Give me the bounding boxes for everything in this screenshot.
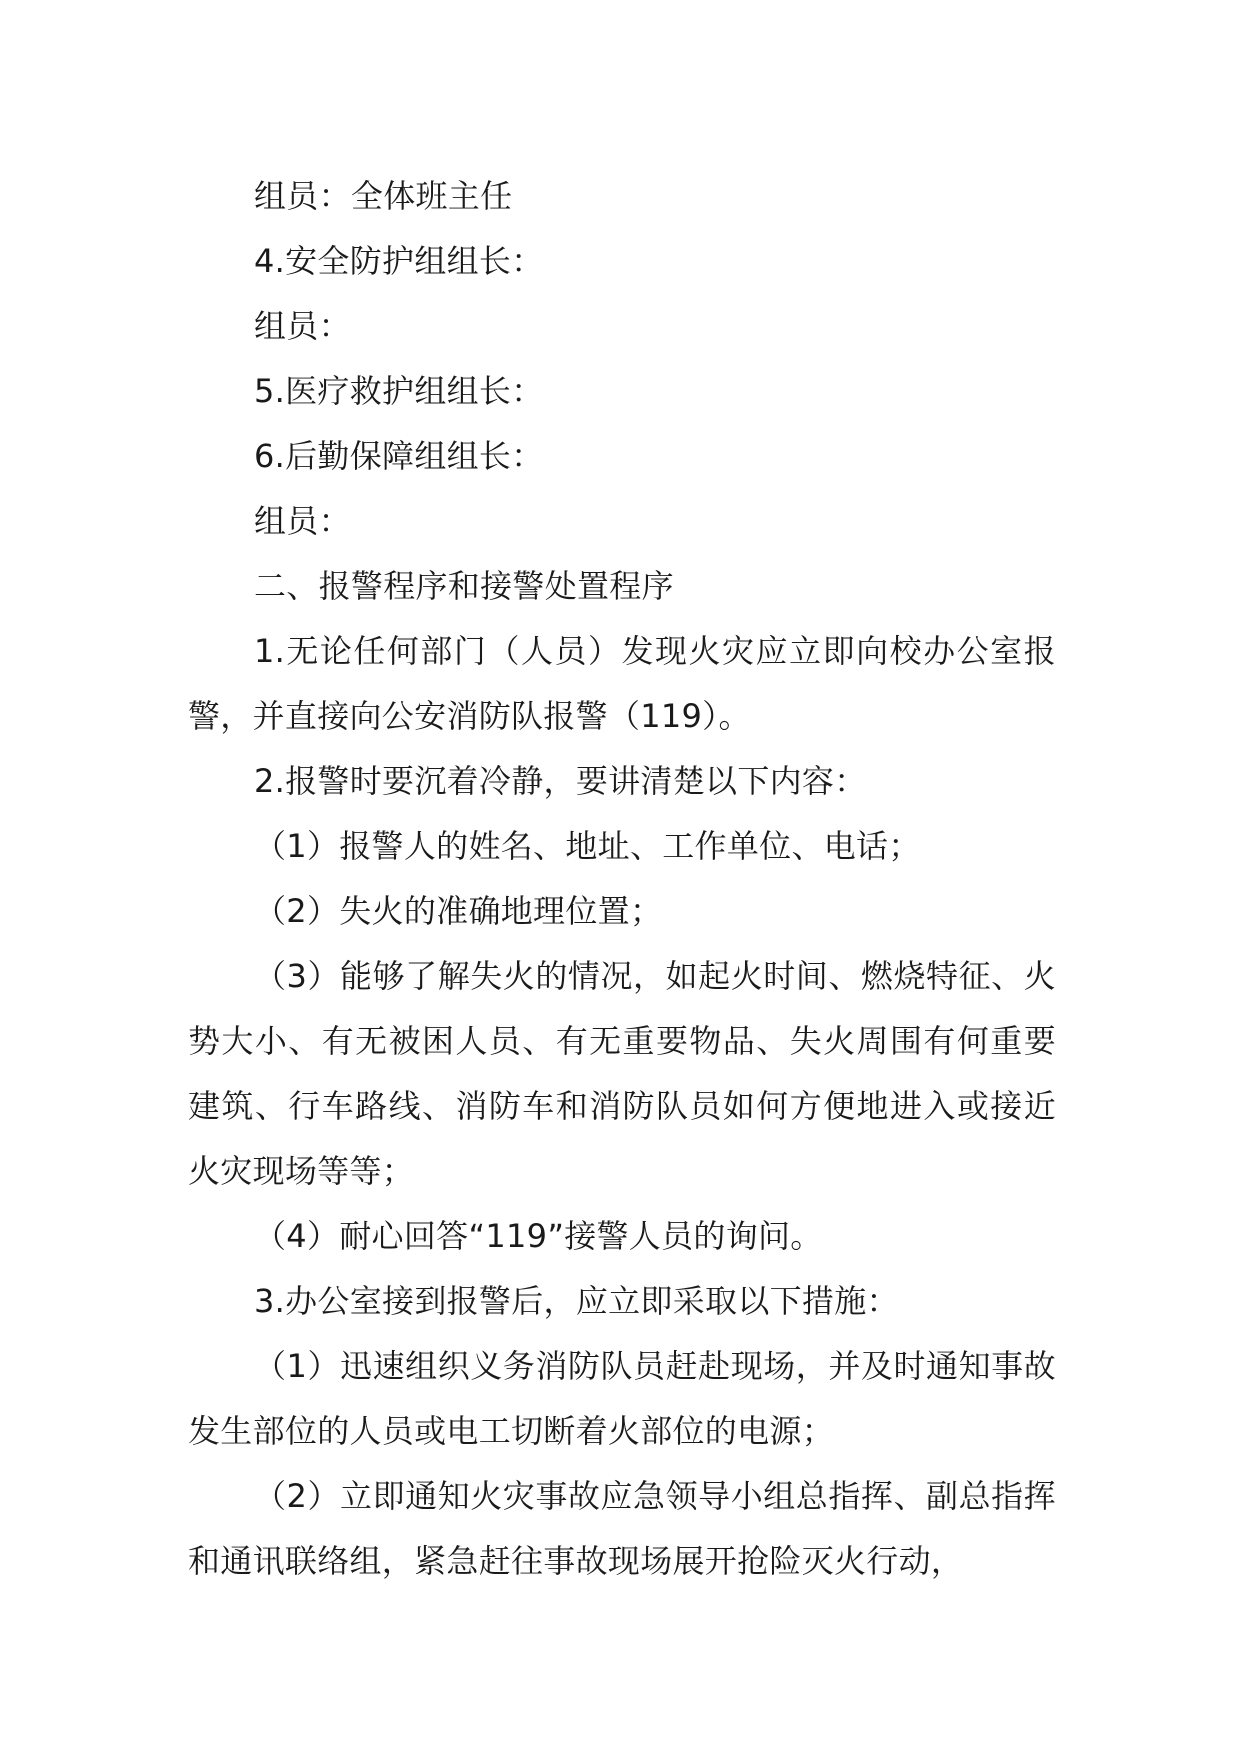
- paragraph-office-measure-1: （1）迅速组织义务消防队员赶赴现场，并及时通知事故发生部位的人员或电工切断着火部位的电源；: [188, 1347, 1056, 1450]
- section-heading-alarm-procedure: 二、报警程序和接警处置程序: [254, 567, 674, 605]
- paragraph-logistics-group-members: 组员：: [254, 502, 351, 540]
- paragraph-safety-group-leader: 4.安全防护组组长：: [254, 242, 544, 280]
- paragraph-alarm-item-4: （4）耐心回答“119”接警人员的询问。: [254, 1217, 823, 1255]
- paragraph-office-response-step-3: 3.办公室接到报警后，应立即采取以下措施：: [254, 1282, 899, 1320]
- paragraph-alarm-item-1: （1）报警人的姓名、地址、工作单位、电话；: [254, 827, 921, 865]
- paragraph-office-measure-2: （2）立即通知火灾事故应急领导小组总指挥、副总指挥和通讯联络组，紧急赶往事故现场展开抢险灭火行动，: [188, 1477, 1056, 1580]
- paragraph-alarm-step-1: 1.无论任何部门（人员）发现火灾应立即向校办公室报警，并直接向公安消防队报警（119）。: [188, 632, 1056, 735]
- paragraph-alarm-item-2: （2）失火的准确地理位置；: [254, 892, 663, 930]
- document-body: [188, 164, 1056, 1594]
- paragraph-alarm-item-3: （3）能够了解失火的情况，如起火时间、燃烧特征、火势大小、有无被困人员、有无重要物品、失火周围有何重要建筑、行车路线、消防车和消防队员如何方便地进入或接近火灾现场等等；: [188, 957, 1056, 1190]
- paragraph-alarm-step-2: 2.报警时要沉着冷静，要讲清楚以下内容：: [254, 762, 867, 800]
- paragraph-logistics-group-leader: 6.后勤保障组组长：: [254, 437, 544, 475]
- paragraph-team-members-all: 组员：全体班主任: [254, 177, 513, 215]
- paragraph-medical-group-leader: 5.医疗救护组组长：: [254, 372, 544, 410]
- paragraph-safety-group-members: 组员：: [254, 307, 351, 345]
